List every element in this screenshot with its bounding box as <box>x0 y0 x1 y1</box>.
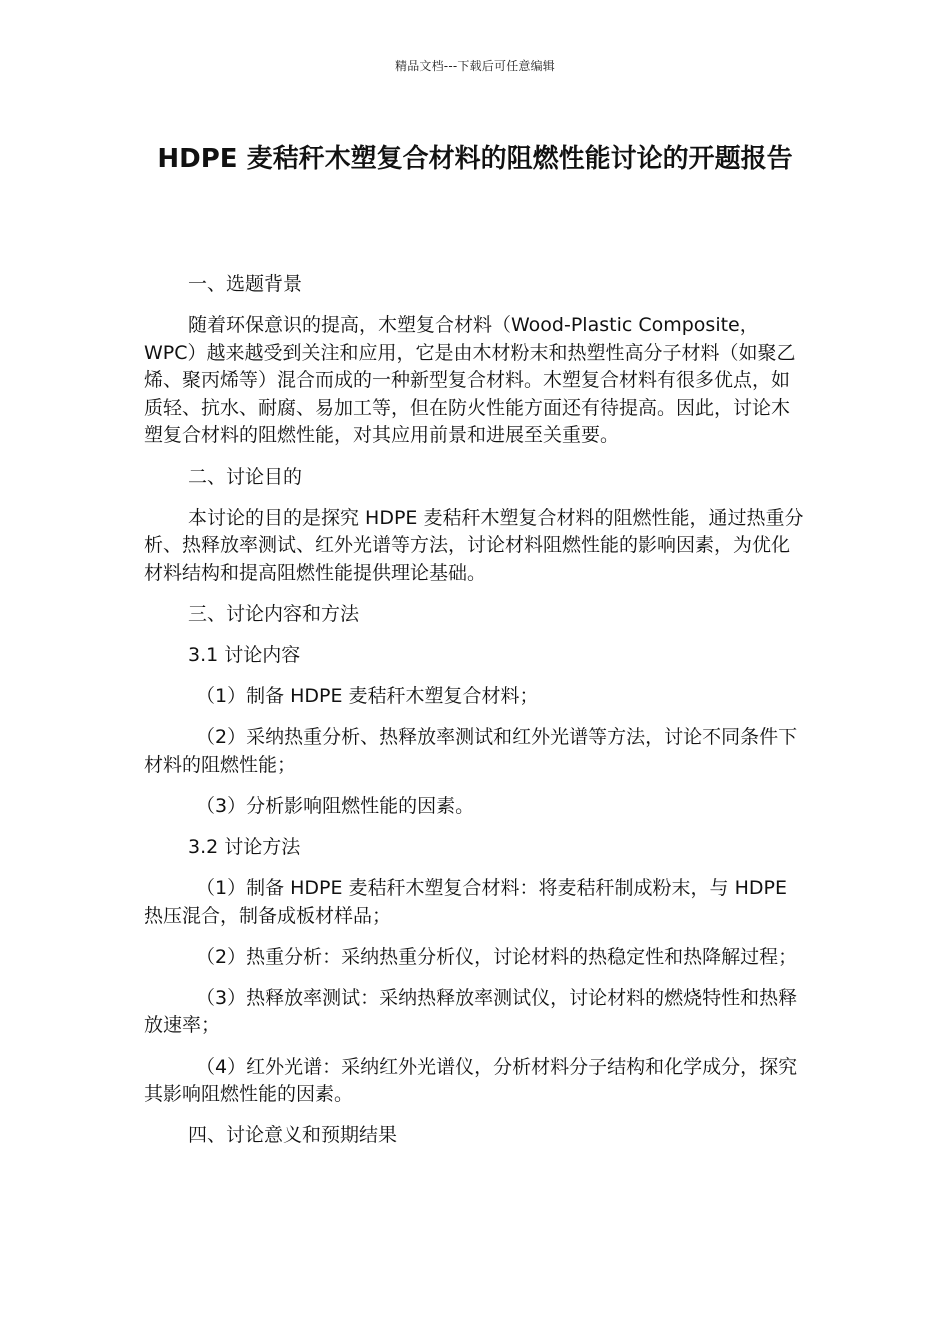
subsection-heading-methods: 3.2 讨论方法 <box>188 836 301 858</box>
page-header-note: 精品文档---下载后可任意编辑 <box>395 59 555 73</box>
subsection-heading-content: 3.1 讨论内容 <box>188 644 301 667</box>
section-heading-significance: 四、讨论意义和预期结果 <box>188 1124 398 1147</box>
document-title: HDPE 麦秸秆木塑复合材料的阻燃性能讨论的开题报告 <box>157 144 793 174</box>
list-item: （1）制备 HDPE 麦秸秆木塑复合材料：将麦秸秆制成粉末，与 HDPE 热压混合，制备成板材样品； <box>144 877 787 927</box>
list-item: （2）热重分析：采纳热重分析仪，讨论材料的热稳定性和热降解过程； <box>196 945 798 968</box>
list-item: （2）采纳热重分析、热释放率测试和红外光谱等方法，讨论不同条件下材料的阻燃性能； <box>144 726 798 776</box>
section-heading-purpose: 二、讨论目的 <box>188 465 303 488</box>
document-body <box>144 271 808 1163</box>
list-item: （3）分析影响阻燃性能的因素。 <box>196 794 475 817</box>
list-item: （3）热释放率测试：采纳热释放率测试仪，讨论材料的燃烧特性和热释放速率； <box>144 986 798 1037</box>
list-item: （4）红外光谱：采纳红外光谱仪，分析材料分子结构和化学成分，探究其影响阻燃性能的因素。 <box>144 1055 798 1106</box>
list-item: （1）制备 HDPE 麦秸秆木塑复合材料； <box>196 685 539 708</box>
paragraph-background: 随着环保意识的提高，木塑复合材料（Wood-Plastic Composite，WPC）越来越受到关注和应用，它是由木材粉末和热塑性高分子材料（如聚乙烯、聚丙烯等）混合而成的一种新型复合材料。木塑复合材料有很多优点，如质轻、抗水、耐腐、易加工等，但在防火性能方面还有待提高。因此，讨论木塑复合材料的阻燃性能，对其应用前景和进展至关重要。 <box>144 314 796 447</box>
section-heading-background: 一、选题背景 <box>188 273 303 295</box>
paragraph-purpose: 本讨论的目的是探究 HDPE 麦秸秆木塑复合材料的阻燃性能，通过热重分析、热释放率测试、红外光谱等方法，讨论材料阻燃性能的影响因素，为优化材料结构和提高阻燃性能提供理论基础。 <box>144 506 804 584</box>
section-heading-content-methods: 三、讨论内容和方法 <box>188 602 360 625</box>
